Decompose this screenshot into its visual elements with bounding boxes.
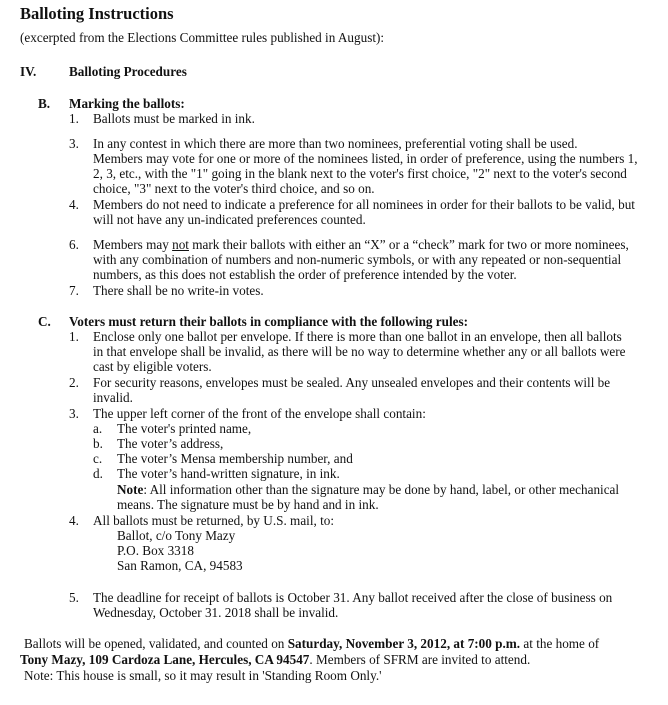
sub-item-letter: b.: [93, 436, 103, 451]
list-item-text: numbers, as this does not establish the order of preference intended by the voter.: [93, 267, 517, 282]
sub-item-text: The voter’s address,: [117, 436, 224, 451]
footer-line: Tony Mazy, 109 Cardoza Lane, Hercules, CA 94547. Members of SFRM are invited to attend.: [20, 652, 531, 667]
list-item-text: choice, "3" next to the voter's third choice, and so on.: [93, 181, 375, 196]
list-item-text: Members do not need to indicate a preference for all nominees in order for their ballots to be valid, but: [93, 197, 635, 212]
list-item-number: 3.: [69, 406, 79, 421]
venue-address: Tony Mazy, 109 Cardoza Lane, Hercules, CA 94547: [20, 652, 310, 667]
sub-item-text: The voter’s hand-written signature, in ink.: [117, 466, 340, 481]
underlined-not: not: [172, 237, 189, 252]
sub-item-letter: c.: [93, 451, 103, 466]
address-line: Ballot, c/o Tony Mazy: [117, 528, 236, 543]
list-item-number: 4.: [69, 197, 79, 212]
footer-note: Note: This house is small, so it may result in 'Standing Room Only.': [24, 668, 382, 683]
list-item-text: in that envelope shall be invalid, as there will be no way to determine whether any or all ballots were: [93, 344, 626, 359]
sub-item-letter: a.: [93, 421, 103, 436]
list-item-text: will not have any un-indicated preferences counted.: [93, 212, 366, 227]
list-item-text: For security reasons, envelopes must be sealed. Any unsealed envelopes and their contents will be: [93, 375, 611, 390]
list-item-text: Members may not mark their ballots with either an “X” or a “check” mark for two or more nominees,: [93, 237, 629, 252]
footer-line: Ballots will be opened, validated, and counted on Saturday, November 3, 2012, at 7:00 p.m. at the home of: [24, 636, 600, 651]
document-title: Balloting Instructions: [20, 4, 174, 23]
sub-item-letter: d.: [93, 466, 103, 481]
section-title: Balloting Procedures: [69, 64, 187, 79]
list-item-text: Wednesday, October 31. 2018 shall be invalid.: [93, 605, 339, 620]
list-item-text: All ballots must be returned, by U.S. mail, to:: [93, 513, 335, 528]
list-item-number: 7.: [69, 283, 79, 298]
list-item-text: The upper left corner of the front of the envelope shall contain:: [93, 406, 426, 421]
subsection-b-number: B.: [38, 96, 51, 111]
sub-item-text: The voter's printed name,: [117, 421, 252, 436]
subsection-b-heading: Marking the ballots:: [69, 96, 185, 111]
list-item-number: 3.: [69, 136, 79, 151]
list-item-text: The deadline for receipt of ballots is October 31. Any ballot received after the close of business on: [93, 590, 613, 605]
list-item-number: 4.: [69, 513, 79, 528]
list-item-number: 6.: [69, 237, 79, 252]
list-item-text: Ballots must be marked in ink.: [93, 111, 255, 126]
list-item-text: with any combination of numbers and non-numeric symbols, or with any repeated or non-sequential: [93, 252, 622, 267]
sub-item-text: The voter’s Mensa membership number, and: [117, 451, 353, 466]
note-label: Note: [117, 482, 144, 497]
list-item-text: 2, 3, etc., with the "1" going in the blank next to the voter's first choice, "2" next to the voter's second: [93, 166, 627, 181]
list-item-text: Members may vote for one or more of the nominees listed, in order of preference, using the numbers 1,: [93, 151, 638, 166]
address-line: San Ramon, CA, 94583: [117, 558, 243, 573]
note-text: Note: All information other than the signature may be done by hand, label, or other mechanical: [117, 482, 620, 497]
list-item-number: 1.: [69, 329, 79, 344]
list-item-text: invalid.: [93, 390, 133, 405]
list-item-text: Enclose only one ballot per envelope. If there is more than one ballot in an envelope, then all ballots: [93, 329, 622, 344]
section-number: IV.: [20, 64, 37, 79]
list-item-number: 5.: [69, 590, 79, 605]
list-item-number: 2.: [69, 375, 79, 390]
list-item-number: 1.: [69, 111, 79, 126]
address-line: P.O. Box 3318: [117, 543, 194, 558]
note-text: means. The signature must be by hand and in ink.: [117, 497, 379, 512]
subsection-c-heading: Voters must return their ballots in compliance with the following rules:: [69, 314, 469, 329]
subsection-c-number: C.: [38, 314, 51, 329]
list-item-text: There shall be no write-in votes.: [93, 283, 264, 298]
document-subtitle: (excerpted from the Elections Committee rules published in August):: [20, 30, 385, 45]
list-item-text: In any contest in which there are more than two nominees, preferential voting shall be used.: [93, 136, 578, 151]
list-item-text: cast by eligible voters.: [93, 359, 212, 374]
